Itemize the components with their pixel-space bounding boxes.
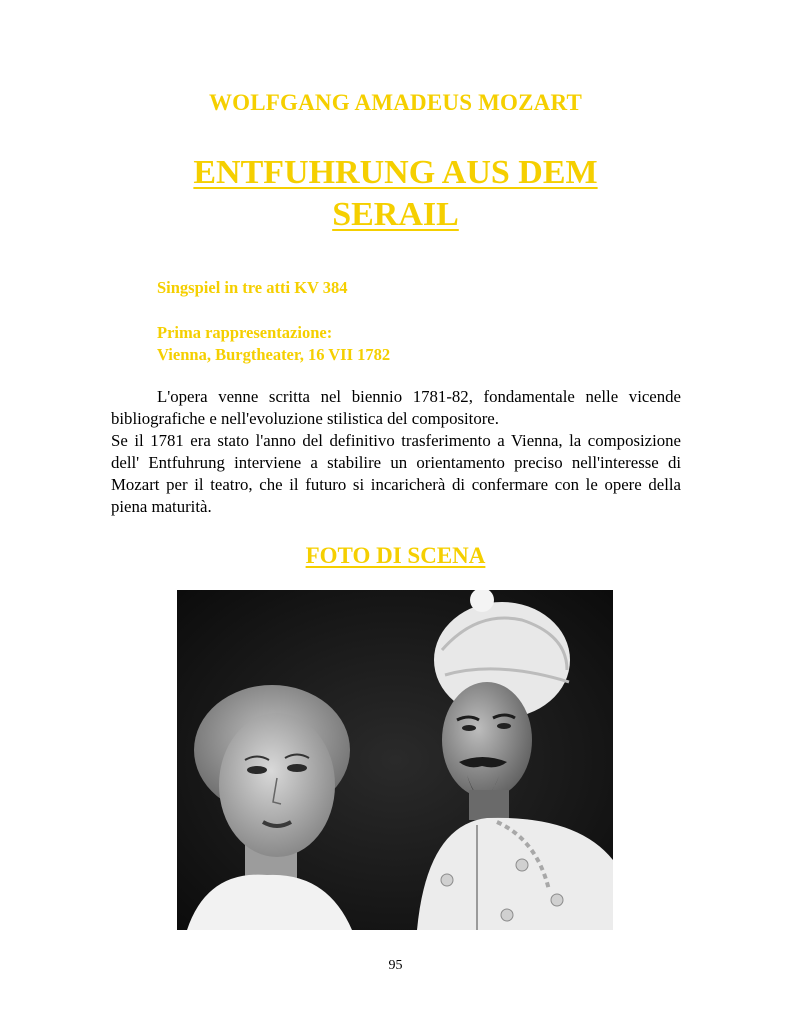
premiere-label: Prima rappresentazione: — [157, 323, 333, 342]
section-heading-text: FOTO DI SCENA — [305, 543, 486, 568]
body-text — [111, 386, 681, 518]
stage-photo — [177, 590, 613, 930]
premiere-value: Vienna, Burgtheater, 16 VII 1782 — [157, 345, 391, 364]
stage-photo-illustration — [177, 590, 613, 930]
section-heading — [0, 543, 791, 569]
title-line-1: ENTFUHRUNG AUS DEM — [193, 154, 598, 191]
page-number: 95 — [388, 958, 403, 973]
body-paragraph-2: Se il 1781 era stato l'anno del definitivo trasferimento a Vienna, la composizione dell' Entfuhrung interviene a stabilire un orientamento preciso nell'interesse di Mozart per il teatro, che il futuro si incaricherà di confermare con le opere della piena maturità. — [111, 431, 681, 516]
composer-heading: WOLFGANG AMADEUS MOZART — [208, 90, 583, 115]
page-title — [0, 152, 791, 236]
premiere-info — [157, 322, 390, 366]
opera-subtitle: Singspiel in tre atti KV 384 — [157, 278, 348, 297]
title-line-2: SERAIL — [332, 196, 459, 233]
body-paragraph-1: L'opera venne scritta nel biennio 1781-82, fondamentale nelle vicende bibliografiche e nell'evoluzione stilistica del compositore. — [111, 387, 681, 428]
